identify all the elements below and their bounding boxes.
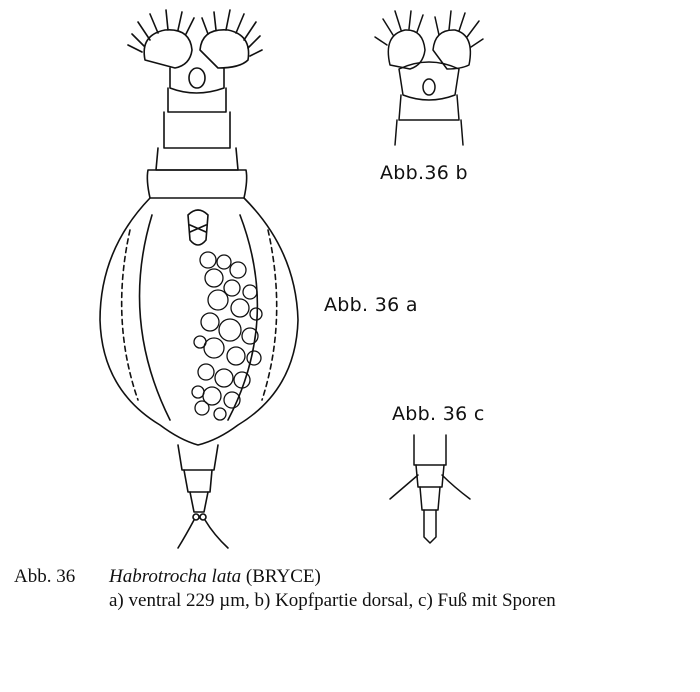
caption-description: a) ventral 229 µm, b) Kopfpartie dorsal, c) Fuß mit Sporen bbox=[109, 590, 556, 611]
panel-label-a: Abb. 36 a bbox=[324, 294, 418, 316]
figure-number: Abb. 36 bbox=[14, 566, 76, 587]
rotifer-ventral-drawing bbox=[90, 0, 410, 560]
foot-spurs-drawing bbox=[384, 425, 484, 565]
panel-label-b: Abb.36 b bbox=[380, 162, 468, 184]
caption-line-1 bbox=[14, 565, 694, 589]
panel-label-c: Abb. 36 c bbox=[392, 403, 485, 425]
species-author: (BRYCE) bbox=[245, 566, 321, 587]
species-name: Habrotrocha lata bbox=[109, 566, 242, 587]
figure-caption bbox=[14, 565, 694, 613]
head-dorsal-drawing bbox=[365, 5, 495, 155]
